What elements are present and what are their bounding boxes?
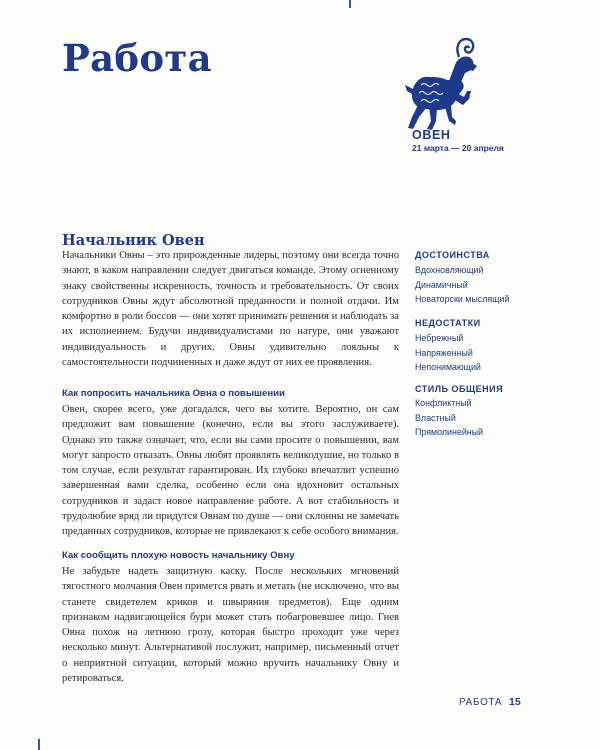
list-item: Непонимающий xyxy=(415,362,481,372)
sidebar-list-strengths xyxy=(415,263,509,307)
footer-section-label: РАБОТА xyxy=(459,697,503,708)
subsection-text-promotion: Овен, скорее всего, уже догадался, чего вы хотите. Вероятно, он сам предложит вам повышение (конечно, если вы этого заслуживаете). Однако это также означает, что, если вы сами просите о повышении, вам могут запросто отказать. Овны любят проявлять великодушие, но только в том случае, если результат гарантирован. Их глубоко впечатлит успешно завершенная вами сделка, особенно если она вдохновит остальных сотрудников и задаст новое направление работе. А вот стабильность и трудолюбие вряд ли придутся Овнам по душе — они склонны не замечать преданных сотрудников, которые не привлекают к себе особого внимания. xyxy=(62,404,399,538)
sidebar-list-weaknesses xyxy=(415,331,481,375)
sidebar-heading-weaknesses: НЕДОСТАТКИ xyxy=(415,318,481,328)
sidebar-heading-strengths: ДОСТОИНСТВА xyxy=(415,250,490,260)
list-item: Напряженный xyxy=(415,347,473,358)
page-number: 15 xyxy=(509,696,521,708)
page-edge-mark-bottom xyxy=(38,739,40,750)
list-item: Динамичный xyxy=(415,279,468,290)
sidebar-list-style xyxy=(415,396,483,440)
sign-dates: 21 марта — 20 апреля xyxy=(412,143,504,153)
list-item: Вдохновляющий xyxy=(415,265,484,275)
subsection-title-bad-news: Как сообщить плохую новость начальнику Овну xyxy=(62,550,295,561)
sidebar-heading-style: СТИЛЬ ОБЩЕНИЯ xyxy=(415,384,504,394)
section-title: Начальник Овен xyxy=(62,232,205,249)
list-item: Конфликтный xyxy=(415,398,472,408)
page-title: Работа xyxy=(62,36,212,80)
subsection-text-bad-news: Не забудьте надеть защитную каску. После нескольких мгновений тягостного молчания Овен примется рвать и метать (не исключено, что вы станете свидетелем криков и швыряния предметов). Еще одним признаком надвигающейся бури может стать побагровевшее лицо. Гнев Овна похож на летнюю грозу, которая быстро проходит уже через несколько минут. Альтернативой послужит, например, письменный отчет о неприятной ситуации, который можно вручить начальнику Овну и ретироваться. xyxy=(62,566,399,685)
page-edge-mark-top xyxy=(349,0,351,8)
ram-icon xyxy=(399,33,479,133)
sign-name: ОВЕН xyxy=(412,128,451,142)
subsection-title-promotion: Как попросить начальника Овна о повышении xyxy=(62,388,285,399)
list-item: Небрежный xyxy=(415,333,464,343)
list-item: Властный xyxy=(415,412,456,423)
list-item: Прямолинейный xyxy=(415,427,484,437)
list-item: Новаторски мыслящий xyxy=(415,294,510,304)
intro-paragraph: Начальники Овны – это прирожденные лидеры, поэтому они всегда точно знают, в каком направлении следует двигаться команде. Этому огненному знаку свойственны искренность, точность и требовательность. От своих сотрудников Овны ждут абсолютной преданности и полной отдачи. Им комфортно в роли боссов — они хотят принимать решения и наблюдать за их исполнением. Будучи индивидуалистами по натуре, они уважают индивидуальность и других. Овны удивительно лояльны к самостоятельности подчиненных и даже ждут от них ее проявления. xyxy=(62,250,399,369)
